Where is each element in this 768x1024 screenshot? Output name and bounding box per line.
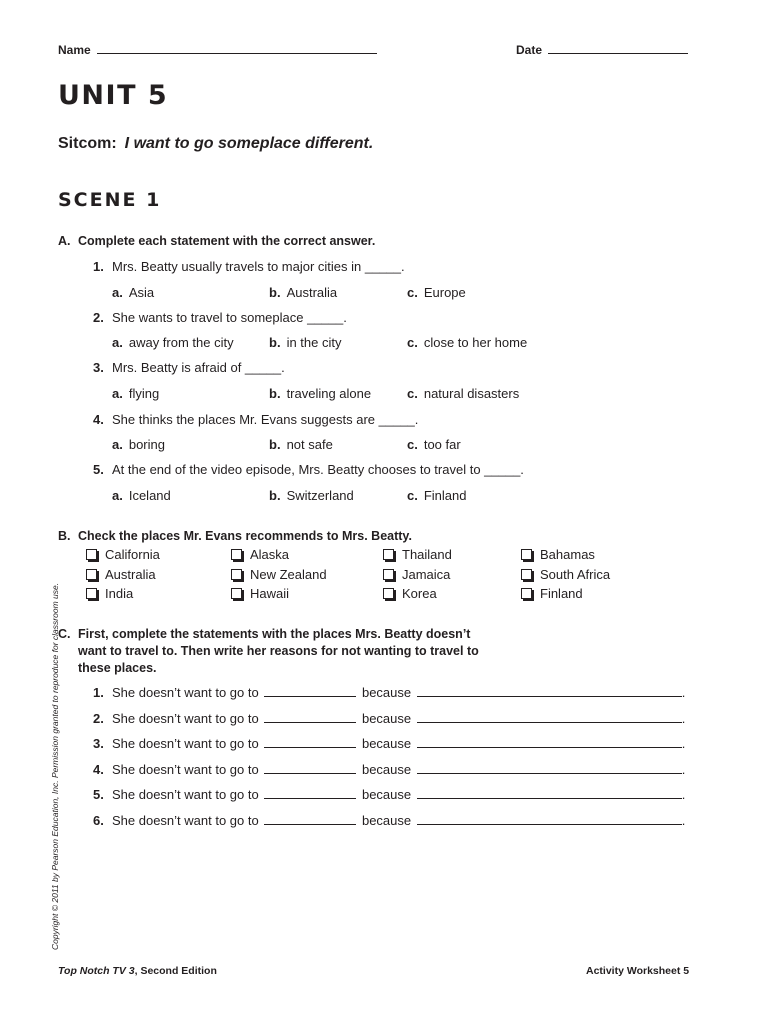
q1-option-c[interactable]: c. Europe (407, 285, 466, 300)
checkbox-icon[interactable] (231, 588, 242, 599)
reason-blank[interactable] (417, 722, 682, 723)
q4-option-b[interactable]: b. not safe (269, 437, 333, 452)
reason-blank[interactable] (417, 773, 682, 774)
q2-option-a[interactable]: a. away from the city (112, 335, 234, 350)
question-5: 5. At the end of the video episode, Mrs. Beatty chooses to travel to _____. (93, 462, 524, 477)
place-blank[interactable] (264, 824, 356, 825)
question-1: 1. Mrs. Beatty usually travels to major cities in _____. (93, 259, 405, 274)
q3-option-b[interactable]: b. traveling alone (269, 386, 372, 401)
q5-option-b[interactable]: b. Switzerland (269, 488, 354, 503)
statement-row: 6. She doesn’t want to go to because . (93, 813, 686, 828)
question-2: 2. She wants to travel to someplace _____. (93, 310, 347, 325)
name-field (58, 43, 377, 57)
place-blank[interactable] (264, 722, 356, 723)
date-field (516, 43, 688, 57)
q3-option-c[interactable]: c. natural disasters (407, 386, 520, 401)
q3-option-a[interactable]: a. flying (112, 386, 160, 401)
unit-title: UNIT 5 (58, 80, 169, 111)
sitcom-title: I want to go someplace different. (124, 135, 374, 152)
sitcom-label: Sitcom: (58, 135, 117, 152)
place-blank[interactable] (264, 696, 356, 697)
question-4: 4. She thinks the places Mr. Evans suggests are _____. (93, 412, 419, 427)
q2-option-b[interactable]: b. in the city (269, 335, 342, 350)
checkbox-icon[interactable] (86, 569, 97, 580)
checkbox-icon[interactable] (521, 569, 532, 580)
section-c-instruction-line-3: these places. (78, 661, 157, 675)
section-c-heading (58, 626, 658, 677)
copyright-notice: Copyright © 2011 by Pearson Education, Inc. Permission granted to reproduce for classroom use. (50, 582, 60, 950)
q1-option-a[interactable]: a. Asia (112, 285, 155, 300)
section-c-instruction-line-1: First, complete the statements with the places Mrs. Beatty doesn’t (78, 627, 471, 641)
section-a-heading (58, 233, 658, 250)
sitcom-line (58, 135, 373, 153)
checkbox-icon[interactable] (383, 588, 394, 599)
reason-blank[interactable] (417, 696, 682, 697)
reason-blank[interactable] (417, 824, 682, 825)
checkbox-finland[interactable]: Finland (521, 586, 583, 601)
date-label: Date (516, 43, 543, 57)
section-c-instruction-line-2: want to travel to. Then write her reasons for not wanting to travel to (78, 644, 479, 658)
checkbox-thailand[interactable]: Thailand (383, 547, 452, 562)
section-b-instruction: Check the places Mr. Evans recommends to Mrs. Beatty. (78, 529, 412, 543)
footer-worksheet-label: Activity Worksheet 5 (586, 965, 690, 977)
q5-option-c[interactable]: c. Finland (407, 488, 467, 503)
q4-option-c[interactable]: c. too far (407, 437, 461, 452)
q1-option-b[interactable]: b. Australia (269, 285, 338, 300)
checkbox-icon[interactable] (383, 549, 394, 560)
checkbox-icon[interactable] (231, 569, 242, 580)
reason-blank[interactable] (417, 747, 682, 748)
checkbox-australia[interactable]: Australia (86, 567, 156, 582)
checkbox-icon[interactable] (86, 588, 97, 599)
statement-row: 3. She doesn’t want to go to because . (93, 736, 686, 751)
name-blank[interactable] (97, 53, 377, 54)
section-a-letter: A. (58, 234, 71, 248)
section-b-letter: B. (58, 529, 71, 543)
reason-blank[interactable] (417, 798, 682, 799)
statement-row: 4. She doesn’t want to go to because . (93, 762, 686, 777)
statement-row: 5. She doesn’t want to go to because . (93, 787, 686, 802)
section-b-heading (58, 528, 658, 545)
checkbox-alaska[interactable]: Alaska (231, 547, 289, 562)
checkbox-california[interactable]: California (86, 547, 160, 562)
checkbox-india[interactable]: India (86, 586, 133, 601)
q2-option-c[interactable]: c. close to her home (407, 335, 528, 350)
checkbox-icon[interactable] (521, 549, 532, 560)
checkbox-jamaica[interactable]: Jamaica (383, 567, 450, 582)
checkbox-icon[interactable] (86, 549, 97, 560)
checkbox-icon[interactable] (521, 588, 532, 599)
name-label: Name (58, 43, 91, 57)
place-blank[interactable] (264, 747, 356, 748)
checkbox-icon[interactable] (383, 569, 394, 580)
checkbox-bahamas[interactable]: Bahamas (521, 547, 595, 562)
checkbox-south-africa[interactable]: South Africa (521, 567, 610, 582)
checkbox-korea[interactable]: Korea (383, 586, 437, 601)
scene-title: SCENE 1 (58, 189, 162, 211)
checkbox-new-zealand[interactable]: New Zealand (231, 567, 327, 582)
footer-book-title: Top Notch TV 3, Second Edition (58, 965, 217, 977)
statement-row: 1. She doesn’t want to go to because . (93, 685, 686, 700)
date-blank[interactable] (548, 53, 688, 54)
section-a-instruction: Complete each statement with the correct answer. (78, 234, 376, 248)
q5-option-a[interactable]: a. Iceland (112, 488, 171, 503)
question-3: 3. Mrs. Beatty is afraid of _____. (93, 360, 285, 375)
place-blank[interactable] (264, 798, 356, 799)
section-c-letter: C. (58, 627, 71, 641)
place-blank[interactable] (264, 773, 356, 774)
q4-option-a[interactable]: a. boring (112, 437, 165, 452)
checkbox-hawaii[interactable]: Hawaii (231, 586, 289, 601)
checkbox-icon[interactable] (231, 549, 242, 560)
statement-row: 2. She doesn’t want to go to because . (93, 711, 686, 726)
